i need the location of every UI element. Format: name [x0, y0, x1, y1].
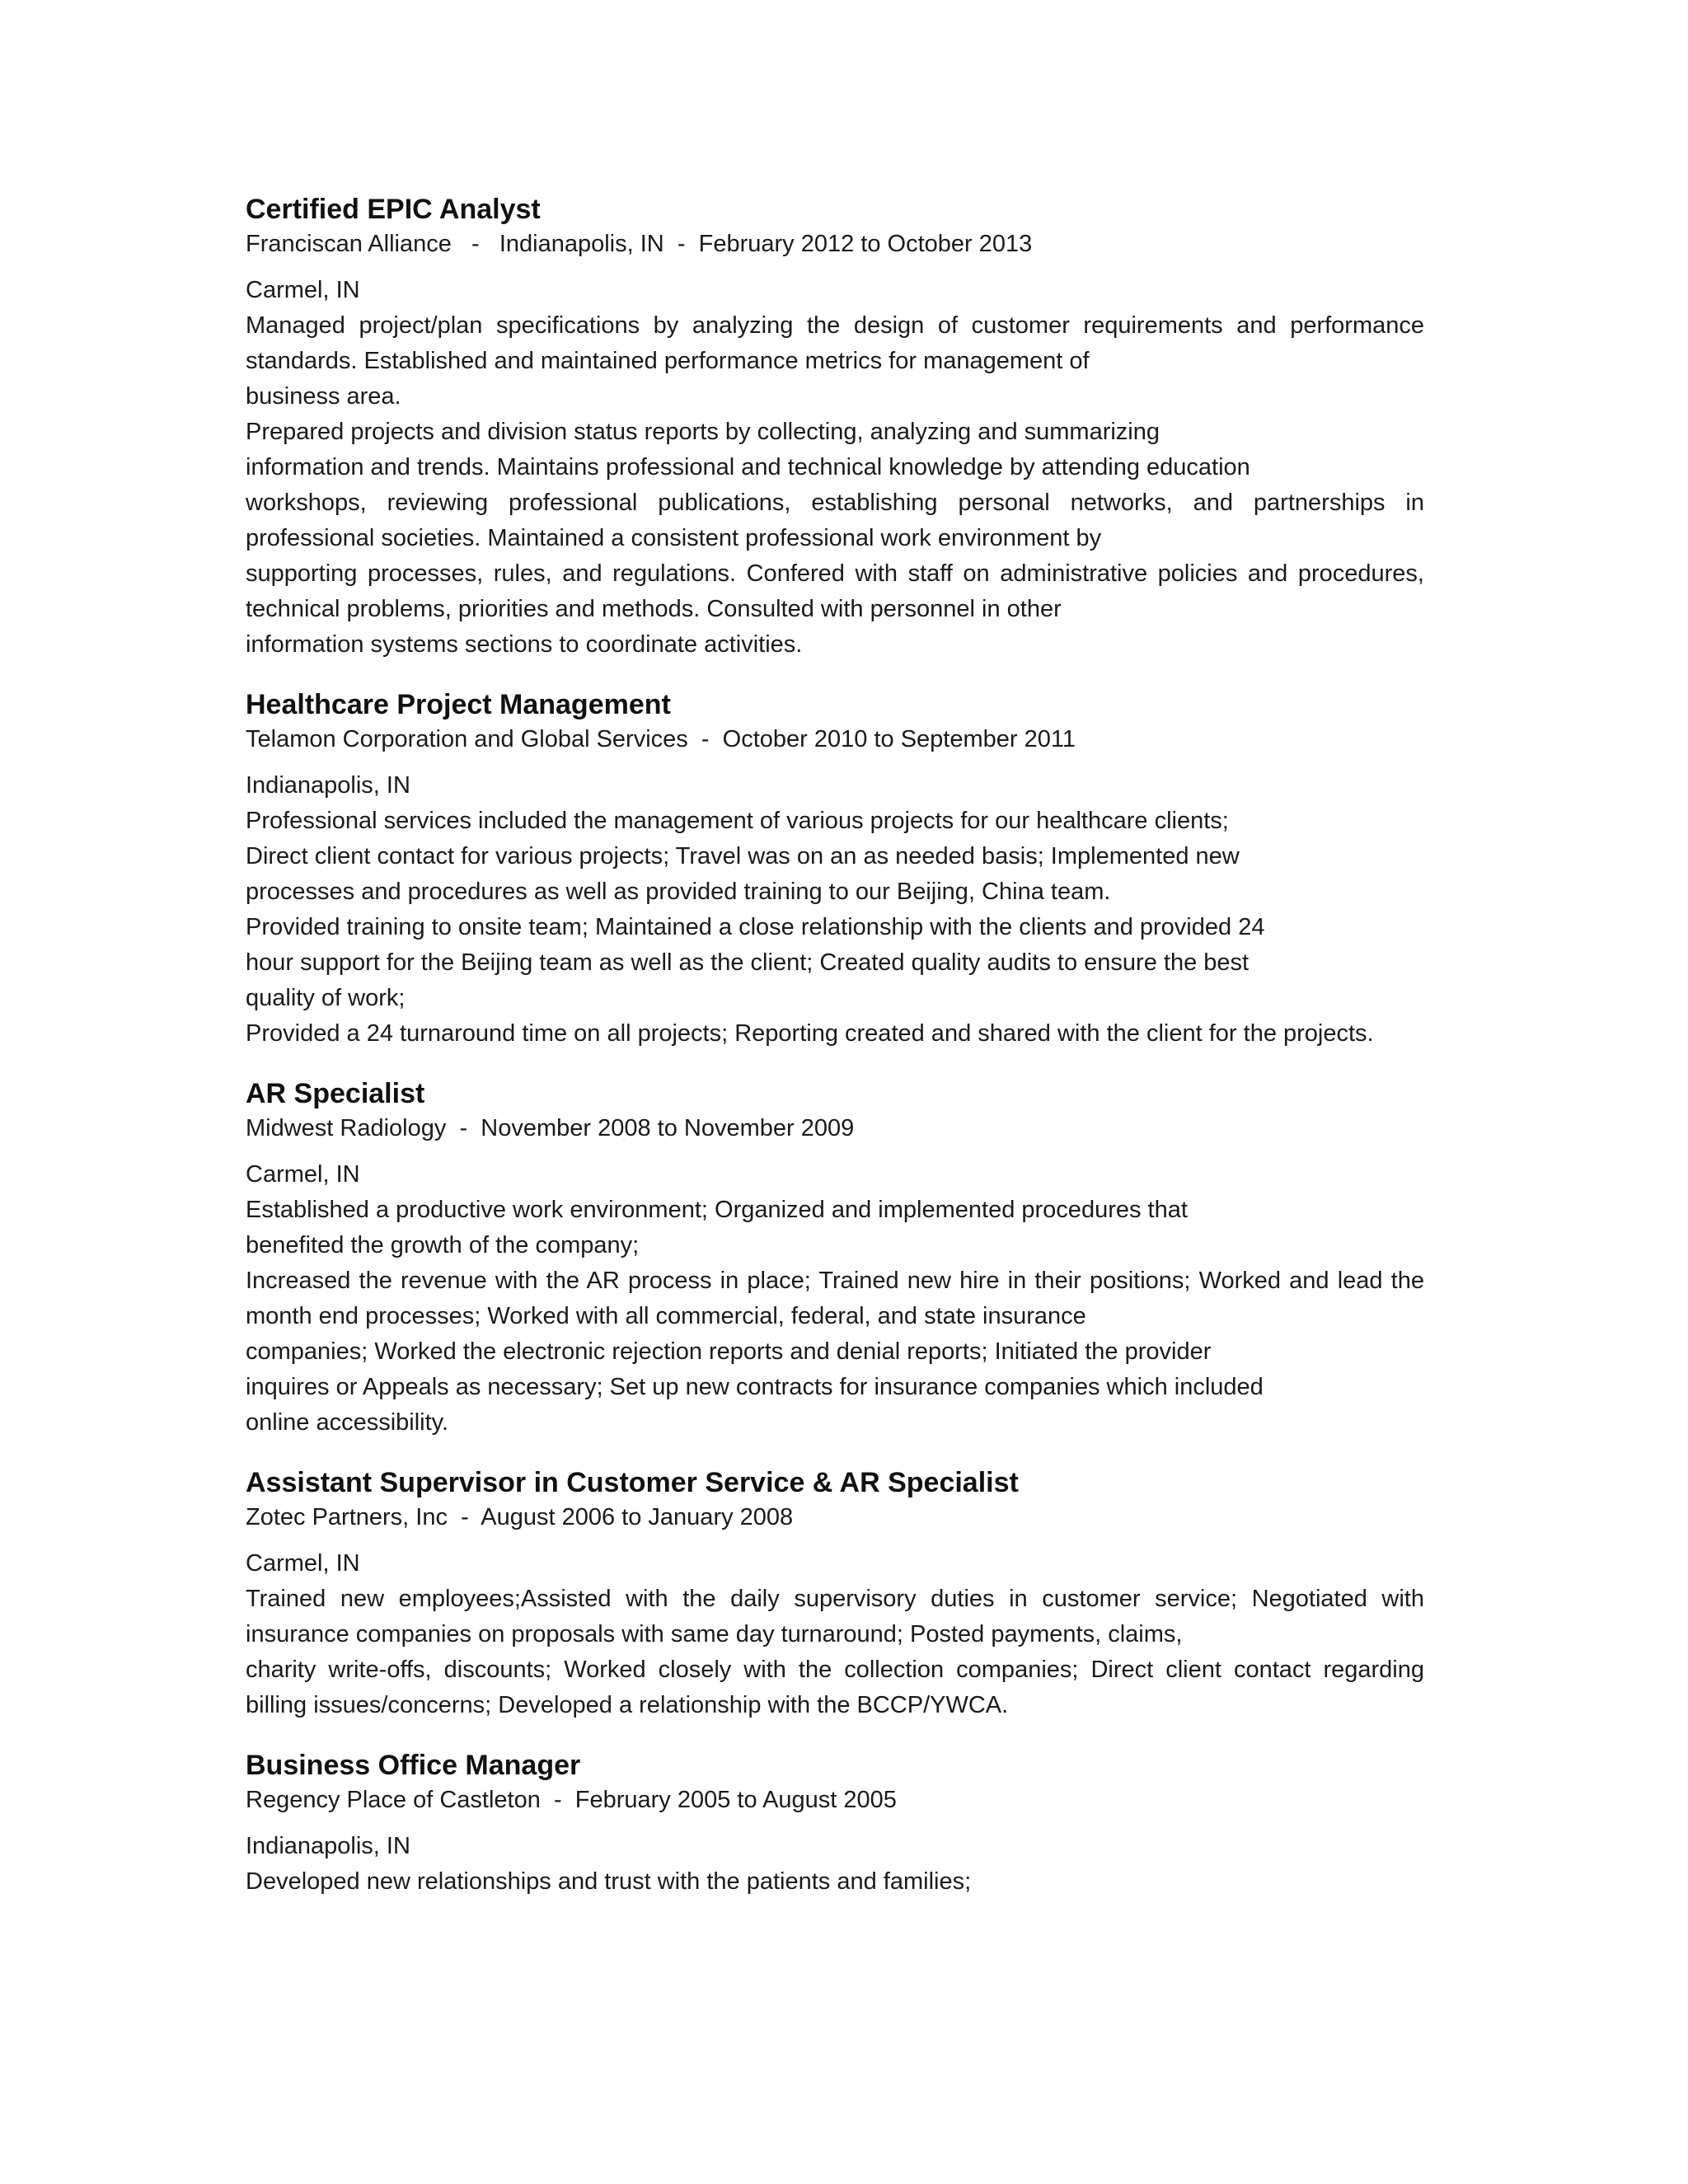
description-line: Developed new relationships and trust with the patients and families; — [246, 1868, 972, 1895]
description-line: Provided training to onsite team; Maintained a close relationship with the clients and provided 24 — [246, 914, 1265, 940]
job-location: Indianapolis, IN — [246, 772, 410, 799]
description-line: technical problems, priorities and methods. Consulted with personnel in other — [246, 596, 1062, 622]
job-title: Assistant Supervisor in Customer Service & AR Specialist — [246, 1467, 1019, 1498]
job-location: Carmel, IN — [246, 277, 360, 303]
job-employer-dates: Midwest Radiology - November 2008 to November 2009 — [246, 1115, 855, 1141]
description-line: information and trends. Maintains professional and technical knowledge by attending education — [246, 454, 1250, 480]
job-entry — [246, 1465, 1424, 1723]
description-line: Established a productive work environment; Organized and implemented procedures that — [246, 1197, 1188, 1223]
description-line: information systems sections to coordinate activities. — [246, 631, 803, 658]
job-location: Carmel, IN — [246, 1161, 360, 1188]
job-title: Healthcare Project Management — [246, 689, 671, 720]
description-line: Direct client contact for various projects; Travel was on an as needed basis; Implemented new — [246, 843, 1240, 869]
description-line: Prepared projects and division status reports by collecting, analyzing and summarizing — [246, 419, 1160, 445]
description-line: Provided a 24 turnaround time on all projects; Reporting created and shared with the client for the projects. — [246, 1020, 1374, 1047]
job-description — [246, 1582, 1424, 1723]
job-description — [246, 1193, 1424, 1441]
description-line: supporting processes, rules, and regulations. Confered with staff on administrative policies and procedures, — [246, 560, 1424, 587]
description-line: processes and procedures as well as provided training to our Beijing, China team. — [246, 879, 1111, 905]
description-line: workshops, reviewing professional publications, establishing personal networks, and partnerships in — [246, 490, 1424, 516]
job-entry — [246, 687, 1424, 1052]
job-entry — [246, 1076, 1424, 1441]
description-line: benefited the growth of the company; — [246, 1232, 640, 1258]
job-entry — [246, 191, 1424, 663]
job-description — [246, 804, 1424, 1052]
job-title: Certified EPIC Analyst — [246, 194, 541, 225]
job-entry — [246, 1747, 1424, 1900]
description-line: inquires or Appeals as necessary; Set up new contracts for insurance companies which included — [246, 1374, 1264, 1400]
description-line: hour support for the Beijing team as well as the client; Created quality audits to ensure the best — [246, 949, 1250, 976]
job-employer-dates: Franciscan Alliance - Indianapolis, IN - February 2012 to October 2013 — [246, 231, 1033, 257]
description-line: business area. — [246, 383, 401, 410]
description-line: month end processes; Worked with all commercial, federal, and state insurance — [246, 1303, 1086, 1329]
job-title: AR Specialist — [246, 1078, 425, 1109]
job-description — [246, 308, 1424, 663]
description-line: Managed project/plan specifications by analyzing the design of customer requirements and performance — [246, 312, 1424, 339]
description-line: Professional services included the management of various projects for our healthcare clients; — [246, 808, 1229, 834]
job-description — [246, 1864, 1424, 1900]
description-line: Increased the revenue with the AR process in place; Trained new hire in their positions; Worked and lead the — [246, 1268, 1424, 1294]
job-location: Carmel, IN — [246, 1550, 360, 1577]
job-title: Business Office Manager — [246, 1750, 581, 1781]
job-employer-dates: Zotec Partners, Inc - August 2006 to January 2008 — [246, 1504, 794, 1530]
description-line: charity write-offs, discounts; Worked closely with the collection companies; Direct client contact regarding — [246, 1657, 1424, 1683]
description-line: companies; Worked the electronic rejection reports and denial reports; Initiated the provider — [246, 1338, 1212, 1365]
description-line: Trained new employees;Assisted with the daily supervisory duties in customer service; Negotiated with — [246, 1586, 1424, 1612]
job-employer-dates: Telamon Corporation and Global Services - October 2010 to September 2011 — [246, 726, 1076, 752]
job-employer-dates: Regency Place of Castleton - February 2005 to August 2005 — [246, 1787, 897, 1813]
description-line: billing issues/concerns; Developed a relationship with the BCCP/YWCA. — [246, 1692, 1009, 1718]
description-line: insurance companies on proposals with same day turnaround; Posted payments, claims, — [246, 1621, 1183, 1647]
job-location: Indianapolis, IN — [246, 1833, 410, 1859]
description-line: standards. Established and maintained performance metrics for management of — [246, 348, 1090, 374]
description-line: professional societies. Maintained a consistent professional work environment by — [246, 525, 1102, 551]
description-line: quality of work; — [246, 985, 406, 1011]
resume-page — [246, 191, 1424, 1924]
description-line: online accessibility. — [246, 1409, 449, 1436]
